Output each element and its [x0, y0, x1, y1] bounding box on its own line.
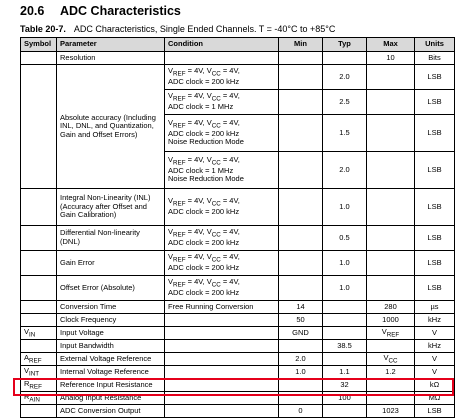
section-heading [20, 4, 181, 18]
table-row-highlighted [21, 405, 455, 418]
cell-units: LSB [415, 189, 455, 226]
cell-typ: 100 [323, 392, 367, 405]
cell-max: 1000 [367, 314, 415, 327]
cell-symbol [21, 189, 57, 226]
table-row [21, 52, 455, 65]
cell-max [367, 152, 415, 189]
cell-condition [165, 327, 279, 340]
cell-units: LSB [415, 152, 455, 189]
cell-typ: 32 [323, 379, 367, 392]
cell-condition [165, 340, 279, 353]
cell-symbol: $A_{REF}$ [21, 353, 57, 366]
cell-condition: $V_{REF} = 4V$, $V_{CC} = 4V$, ADC clock = 1 MHz [165, 90, 279, 115]
cell-max: 1.2 [367, 366, 415, 379]
cell-min: 0 [279, 405, 323, 418]
cell-parameter: Internal Voltage Reference [57, 366, 165, 379]
cell-condition: Free Running Conversion [165, 301, 279, 314]
header-parameter: Parameter [57, 38, 165, 52]
cell-symbol: $R_{AIN}$ [21, 392, 57, 405]
table-caption-text: ADC Characteristics, Single Ended Channels. T = -40°C to +85°C [73, 24, 336, 34]
cell-units: kHz [415, 340, 455, 353]
cell-symbol [21, 52, 57, 65]
table-row [21, 353, 455, 366]
cell-typ [323, 301, 367, 314]
cell-parameter: Absolute accuracy (Including INL, DNL, and Quantization, Gain and Offset Errors) [57, 65, 165, 189]
cell-typ [323, 353, 367, 366]
cell-condition [165, 314, 279, 327]
table-row [21, 189, 455, 226]
cell-typ: 2.0 [323, 152, 367, 189]
cell-units: Bits [415, 52, 455, 65]
cell-max [367, 65, 415, 90]
header-max: Max [367, 38, 415, 52]
cell-condition: $V_{REF} = 4V$, $V_{CC} = 4V$, ADC clock = 200 kHz [165, 65, 279, 90]
cell-symbol [21, 226, 57, 251]
header-min: Min [279, 38, 323, 52]
cell-parameter: Offset Error (Absolute) [57, 276, 165, 301]
cell-symbol: $V_{IN}$ [21, 327, 57, 340]
cell-units: LSB [415, 115, 455, 152]
cell-condition: $V_{REF} = 4V$, $V_{CC} = 4V$, ADC clock = 200 kHz [165, 226, 279, 251]
header-symbol: Symbol [21, 38, 57, 52]
cell-parameter: Integral Non-Linearity (INL) (Accuracy after Offset and Gain Calibration) [57, 189, 165, 226]
cell-condition: $V_{REF} = 4V$, $V_{CC} = 4V$, ADC clock = 200 kHz [165, 276, 279, 301]
cell-symbol [21, 65, 57, 189]
cell-condition [165, 405, 279, 418]
cell-symbol [21, 301, 57, 314]
table-header-row [21, 38, 455, 52]
adc-characteristics-table [20, 37, 455, 418]
cell-min: 2.0 [279, 353, 323, 366]
cell-parameter: Gain Error [57, 251, 165, 276]
cell-parameter: Input Voltage [57, 327, 165, 340]
cell-typ [323, 52, 367, 65]
cell-units: MΩ [415, 392, 455, 405]
cell-typ: 2.5 [323, 90, 367, 115]
cell-typ: 0.5 [323, 226, 367, 251]
cell-max: 280 [367, 301, 415, 314]
table-row [21, 251, 455, 276]
table-caption [20, 24, 335, 34]
cell-condition: $V_{REF} = 4V$, $V_{CC} = 4V$, ADC clock = 200 kHz [165, 189, 279, 226]
table-row [21, 314, 455, 327]
cell-max [367, 226, 415, 251]
cell-units: LSB [415, 65, 455, 90]
cell-max [367, 276, 415, 301]
table-row [21, 366, 455, 379]
cell-min [279, 65, 323, 90]
table-row [21, 65, 455, 90]
cell-parameter: Input Bandwidth [57, 340, 165, 353]
cell-min [279, 52, 323, 65]
cell-typ [323, 405, 367, 418]
cell-parameter: Clock Frequency [57, 314, 165, 327]
cell-max [367, 340, 415, 353]
cell-symbol [21, 276, 57, 301]
cell-units: V [415, 366, 455, 379]
cell-min [279, 251, 323, 276]
cell-condition: $V_{REF} = 4V$, $V_{CC} = 4V$, ADC clock = 200 kHz Noise Reduction Mode [165, 115, 279, 152]
cell-parameter: Conversion Time [57, 301, 165, 314]
cell-typ: 1.1 [323, 366, 367, 379]
header-typ: Typ [323, 38, 367, 52]
cell-min: GND [279, 327, 323, 340]
cell-min [279, 152, 323, 189]
cell-typ: 1.5 [323, 115, 367, 152]
cell-parameter: ADC Conversion Output [57, 405, 165, 418]
cell-min: 14 [279, 301, 323, 314]
cell-max: $V_{CC}$ [367, 353, 415, 366]
cell-symbol [21, 405, 57, 418]
table-row [21, 226, 455, 251]
cell-min: 1.0 [279, 366, 323, 379]
section-number: 20.6 [20, 4, 45, 18]
cell-symbol [21, 251, 57, 276]
cell-max [367, 90, 415, 115]
cell-units: LSB [415, 276, 455, 301]
cell-units: V [415, 327, 455, 340]
table-row [21, 340, 455, 353]
cell-max: $V_{REF}$ [367, 327, 415, 340]
cell-condition: $V_{REF} = 4V$, $V_{CC} = 4V$, ADC clock = 200 kHz [165, 251, 279, 276]
cell-typ [323, 314, 367, 327]
table-caption-label: Table 20-7. [20, 24, 66, 34]
highlight-box [13, 378, 454, 396]
cell-min [279, 340, 323, 353]
cell-symbol [21, 314, 57, 327]
table-row [21, 327, 455, 340]
cell-typ: 38.5 [323, 340, 367, 353]
cell-min [279, 115, 323, 152]
cell-max [367, 251, 415, 276]
cell-max [367, 115, 415, 152]
cell-min [279, 90, 323, 115]
cell-typ [323, 327, 367, 340]
cell-condition [165, 52, 279, 65]
cell-min: 50 [279, 314, 323, 327]
cell-min [279, 226, 323, 251]
cell-typ: 2.0 [323, 65, 367, 90]
cell-max [367, 189, 415, 226]
cell-min [279, 276, 323, 301]
cell-units: kHz [415, 314, 455, 327]
cell-symbol: $R_{REF}$ [21, 379, 57, 392]
table-row [21, 276, 455, 301]
cell-min [279, 189, 323, 226]
cell-units: kΩ [415, 379, 455, 392]
cell-max: 1023 [367, 405, 415, 418]
cell-typ: 1.0 [323, 189, 367, 226]
cell-units: µs [415, 301, 455, 314]
cell-parameter: Differential Non-linearity (DNL) [57, 226, 165, 251]
cell-condition [165, 353, 279, 366]
cell-units: V [415, 353, 455, 366]
table-row [21, 301, 455, 314]
section-title: ADC Characteristics [60, 4, 181, 18]
cell-max: 10 [367, 52, 415, 65]
cell-condition: $V_{REF} = 4V$, $V_{CC} = 4V$, ADC clock = 1 MHz Noise Reduction Mode [165, 152, 279, 189]
cell-parameter: Analog Input Resistance [57, 392, 165, 405]
cell-units: LSB [415, 251, 455, 276]
cell-symbol: $V_{INT}$ [21, 366, 57, 379]
cell-parameter: Resolution [57, 52, 165, 65]
header-condition: Condition [165, 38, 279, 52]
cell-units: LSB [415, 226, 455, 251]
cell-units: LSB [415, 405, 455, 418]
cell-parameter: External Voltage Reference [57, 353, 165, 366]
cell-typ: 1.0 [323, 276, 367, 301]
cell-typ: 1.0 [323, 251, 367, 276]
cell-symbol [21, 340, 57, 353]
cell-condition [165, 366, 279, 379]
cell-parameter: Reference Input Resistance [57, 379, 165, 392]
header-units: Units [415, 38, 455, 52]
cell-units: LSB [415, 90, 455, 115]
